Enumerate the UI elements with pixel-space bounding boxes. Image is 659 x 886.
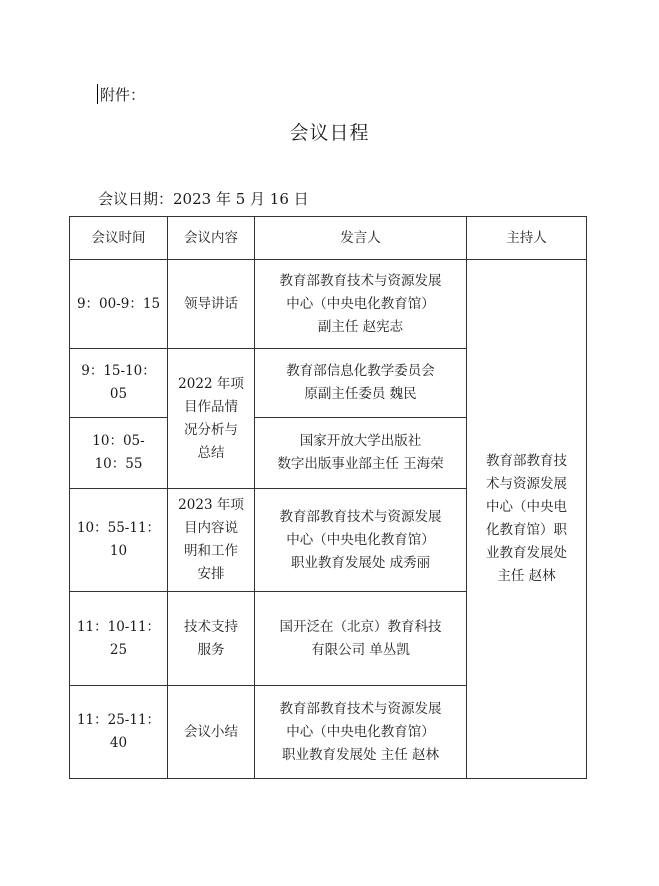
content-cell: 领导讲话 (168, 260, 255, 349)
table-row (70, 260, 587, 349)
time-cell: 10：55-11：10 (70, 489, 168, 592)
host-cell: 教育部教育技 术与资源发展 中心（中央电 化教育馆）职 业教育发展处 主任 赵林 (467, 260, 587, 779)
speaker-cell: 教育部信息化教学委员会 原副主任委员 魏民 (255, 349, 467, 418)
meeting-date: 会议日期：2023 年 5 月 16 日 (98, 190, 309, 208)
speaker-cell: 国开泛在（北京）教育科技 有限公司 单丛凯 (255, 592, 467, 686)
time-cell: 11：10-11：25 (70, 592, 168, 686)
content-cell: 2022 年项 目作品情 况分析与 总结 (168, 349, 255, 489)
page-title: 会议日程 (289, 122, 370, 144)
speaker-cell: 国家开放大学出版社 数字出版事业部主任 王海荣 (255, 418, 467, 489)
speaker-cell: 教育部教育技术与资源发展 中心（中央电化教育馆） 职业教育发展处 主任 赵林 (255, 686, 467, 779)
header-speaker: 发言人 (255, 217, 467, 260)
time-cell: 9：15-10：05 (70, 349, 168, 418)
content-cell: 2023 年项 目内容说 明和工作 安排 (168, 489, 255, 592)
header-time: 会议时间 (70, 217, 168, 260)
speaker-cell: 教育部教育技术与资源发展 中心（中央电化教育馆） 副主任 赵宪志 (255, 260, 467, 349)
speaker-cell: 教育部教育技术与资源发展 中心（中央电化教育馆） 职业教育发展处 成秀丽 (255, 489, 467, 592)
time-cell: 10：05- 10：55 (70, 418, 168, 489)
time-cell: 11：25-11：40 (70, 686, 168, 779)
header-content: 会议内容 (168, 217, 255, 260)
text-cursor (97, 84, 98, 104)
content-cell: 会议小结 (168, 686, 255, 779)
header-host: 主持人 (467, 217, 587, 260)
time-cell: 9：00-9：15 (70, 260, 168, 349)
table-header-row (70, 217, 587, 260)
content-cell: 技术支持 服务 (168, 592, 255, 686)
attachment-label: 附件： (100, 86, 146, 104)
schedule-table (69, 216, 587, 779)
